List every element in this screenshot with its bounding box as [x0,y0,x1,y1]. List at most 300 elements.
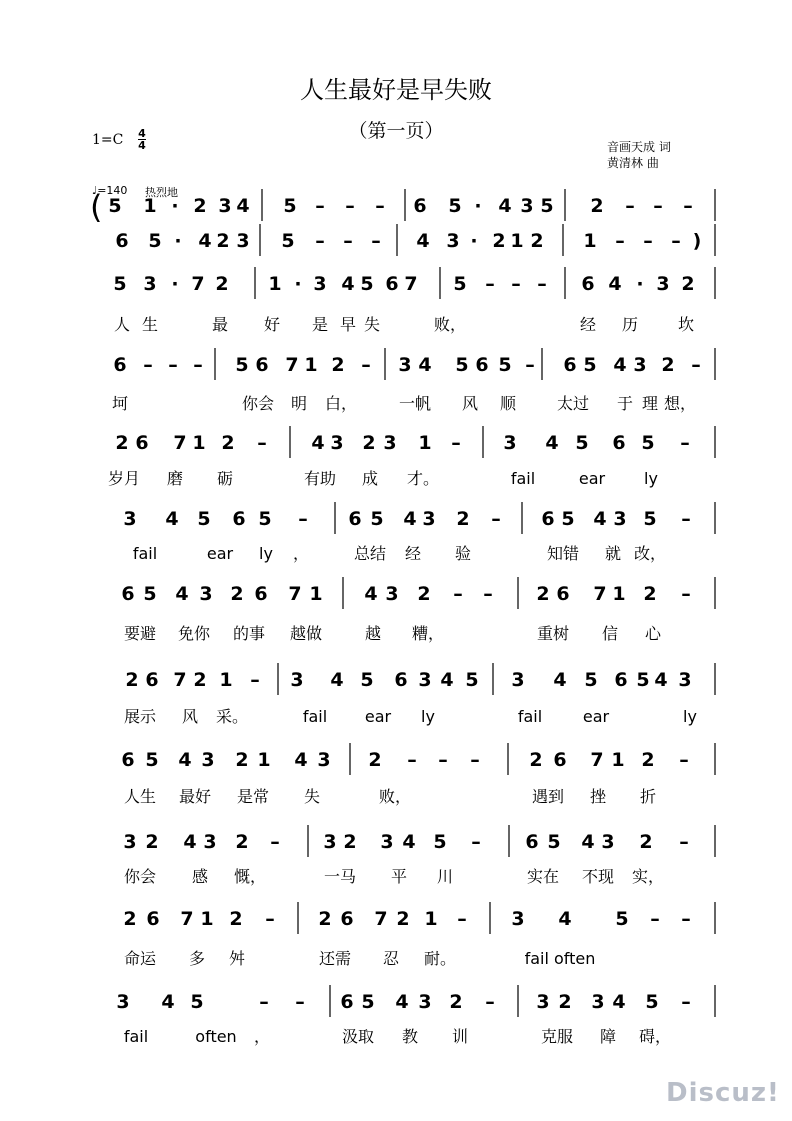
lyric-text: 展示 [123,707,157,726]
score-note: 5 [433,831,447,853]
score-note: 3 [313,273,327,295]
score-note: 5 [641,432,655,454]
score-note: 6 [121,583,135,605]
lyric-text: 最 [211,315,229,334]
score-note: 3 [236,230,250,252]
score-note: 3 [511,669,525,691]
lyric-text: 白， [324,394,358,413]
lyric-text: 最好 [178,787,212,806]
score-note: ) [692,230,702,252]
score-note: · [174,230,182,252]
score-note: 1 [309,583,323,605]
lyric-text: 克服 [540,1027,574,1046]
score-note: 5 [645,991,659,1013]
score-note: 5 [281,230,295,252]
lyric-text: 采。 [215,707,249,726]
lyric-text: 免你 [177,624,211,643]
lyric-text: 人生 [123,787,157,806]
score-note: 4 [558,908,572,930]
lyric-text: 碍， [638,1027,672,1046]
score-note: 5 [145,749,159,771]
score-note: 6 [135,432,149,454]
score-note: 3 [218,195,232,217]
score-note: 2 [639,831,653,853]
score-note: 7 [404,273,418,295]
lyric-text: 明 [290,394,308,413]
lyric-text: 不现 [581,867,615,886]
score-note: – [681,908,691,930]
lyric-text: 慨， [233,867,267,886]
score-note: 3 [511,908,525,930]
score-note: 4 [183,831,197,853]
score-note: 4 [161,991,175,1013]
lyric-text: fail [302,707,328,726]
score-note: 6 [255,354,269,376]
score-note: – [691,354,701,376]
score-note: 5 [584,669,598,691]
lyric-text: 岁月 [107,469,141,488]
lyric-text: 一马 [323,867,357,886]
time-signature-top: 4 [138,127,146,140]
score-note: · [636,273,644,295]
score-note: 5 [455,354,469,376]
lyric-text: 经 [579,315,597,334]
lyric-text: 挫 [589,787,607,806]
lyric-text: 感 [191,867,209,886]
score-note: – [615,230,625,252]
lyric-text: fail [510,469,536,488]
lyric-text: 多 [188,949,206,968]
score-note: 3 [203,831,217,853]
lyric-text: 失 [303,787,321,806]
score-note: 3 [656,273,670,295]
lyric-text: ear [578,469,606,488]
score-note: 6 [394,669,408,691]
score-note: 3 [601,831,615,853]
score-note: 2 [681,273,695,295]
score-note: – [491,508,501,530]
score-note: – [250,669,260,691]
lyric-text: 你会 [123,867,157,886]
lyric-text: ear [206,544,234,563]
score-note: 1 [424,908,438,930]
score-note: · [470,230,478,252]
score-note: 7 [374,908,388,930]
score-note: 7 [288,583,302,605]
score-note: 5 [498,354,512,376]
score-note: 6 [340,991,354,1013]
score-note: – [681,991,691,1013]
score-note: 6 [563,354,577,376]
score-note: 5 [283,195,297,217]
score-note: 2 [229,908,243,930]
score-note: 4 [403,508,417,530]
lyricist-credit: 音画天成 词 [607,140,671,154]
score-note: 2 [125,669,139,691]
score-note: 6 [115,230,129,252]
score-note: 7 [180,908,194,930]
score-note: – [371,230,381,252]
score-note: 3 [199,583,213,605]
score-note: – [485,991,495,1013]
score-note: 2 [492,230,506,252]
lyric-text: 成 [361,469,379,488]
score-note: 2 [235,749,249,771]
lyric-text: 坎 [677,315,695,334]
score-note: 3 [143,273,157,295]
score-note: 3 [201,749,215,771]
score-note: 4 [402,831,416,853]
lyric-text: ly [259,544,273,563]
score-note: – [143,354,153,376]
score-note: 3 [418,991,432,1013]
score-note: 7 [590,749,604,771]
score-note: 2 [123,908,137,930]
score-note: 1 [583,230,597,252]
lyric-text: 信 [601,624,619,643]
score-note: 7 [173,669,187,691]
score-note: 7 [593,583,607,605]
lyric-text: 遇到 [531,787,565,806]
lyric-text: 还需 [318,949,352,968]
score-note: 4 [416,230,430,252]
score-note: – [438,749,448,771]
score-note: 4 [330,669,344,691]
score-note: 6 [614,669,628,691]
score-note: 6 [612,432,626,454]
score-note: 2 [456,508,470,530]
score-note: 3 [422,508,436,530]
score-note: 6 [541,508,555,530]
score-note: 1 [510,230,524,252]
lyric-text: 要避 [123,624,157,643]
score-note: – [265,908,275,930]
score-note: 3 [418,669,432,691]
lyric-text: 耐。 [423,949,457,968]
score-note: 4 [612,991,626,1013]
score-note: 2 [235,831,249,853]
score-note: 4 [613,354,627,376]
score-note: 1 [611,749,625,771]
lyric-text: ear [582,707,610,726]
score-note: 2 [362,432,376,454]
score-note: 3 [317,749,331,771]
score-note: – [168,354,178,376]
score-note: · [171,195,179,217]
score-note: 6 [254,583,268,605]
score-note: 3 [520,195,534,217]
score-note: 3 [330,432,344,454]
lyric-text: 太过 [556,394,590,413]
score-note: 2 [529,749,543,771]
lyric-text: 知错 [546,544,580,563]
lyric-text: 一帆 [398,394,432,413]
score-note: 2 [641,749,655,771]
lyric-text: 理 [641,394,659,413]
score-note: · [474,195,482,217]
lyric-text: 汲取 [341,1027,375,1046]
score-note: 5 [643,508,657,530]
score-note: 3 [323,831,337,853]
score-note: 4 [418,354,432,376]
lyric-text: 重树 [536,624,570,643]
score-note: 6 [113,354,127,376]
lyric-text: 教 [401,1027,419,1046]
lyric-text: 心 [644,624,662,643]
score-note: 5 [615,908,629,930]
score-note: 4 [498,195,512,217]
page-label: （第一页） [348,120,444,142]
time-signature-bottom: 4 [138,139,146,152]
score-note: – [295,991,305,1013]
score-note: 7 [173,432,187,454]
score-note: 5 [108,195,122,217]
lyric-text: 越做 [289,624,323,643]
score-note: – [259,991,269,1013]
score-note: 3 [116,991,130,1013]
lyric-text: 就 [604,544,622,563]
score-note: 7 [191,273,205,295]
score-note: 4 [294,749,308,771]
lyric-text: 舛 [228,949,246,968]
score-note: 2 [193,669,207,691]
score-note: 5 [540,195,554,217]
score-note: 6 [553,749,567,771]
score-note: – [315,195,325,217]
score-note: – [361,354,371,376]
score-note: 3 [383,432,397,454]
lyric-text: 糟， [411,624,445,643]
lyric-text: fail [123,1027,149,1046]
score-note: – [257,432,267,454]
lyric-text: ly [644,469,658,488]
score-note: 4 [311,432,325,454]
score-note: 2 [661,354,675,376]
score-note: 3 [633,354,647,376]
score-note: 7 [285,354,299,376]
score-note: – [643,230,653,252]
score-note: 6 [413,195,427,217]
score-note: 6 [145,669,159,691]
lyric-text: ， [292,544,310,563]
score-note: – [671,230,681,252]
key-signature: 1=C [92,132,124,148]
lyric-text: 想， [663,394,697,413]
score-note: 6 [385,273,399,295]
score-note: 2 [230,583,244,605]
lyric-text: 训 [451,1027,469,1046]
score-note: 5 [583,354,597,376]
score-note: – [680,432,690,454]
discuz-watermark: Discuz! [666,1078,780,1108]
score-note: 1 [304,354,318,376]
lyric-text: 人 [113,315,131,334]
score-note: · [294,273,302,295]
score-note: – [681,508,691,530]
score-note: 2 [536,583,550,605]
score-note: 2 [530,230,544,252]
score-note: 6 [232,508,246,530]
score-note: 1 [219,669,233,691]
lyric-text: 的事 [232,624,266,643]
song-title: 人生最好是早失败 [300,76,492,104]
score-note: 2 [396,908,410,930]
score-note: 2 [216,230,230,252]
score-note: 3 [503,432,517,454]
score-note: 2 [368,749,382,771]
lyric-text: often [195,1027,237,1046]
lyric-text: 障 [599,1027,617,1046]
score-note: 5 [561,508,575,530]
score-note: – [483,583,493,605]
score-note: 4 [581,831,595,853]
score-note: 3 [446,230,460,252]
score-note: – [485,273,495,295]
score-note: 4 [553,669,567,691]
score-note: 1 [612,583,626,605]
score-note: 2 [215,273,229,295]
score-note: 1 [192,432,206,454]
score-note: – [315,230,325,252]
score-note: 4 [165,508,179,530]
score-note: – [457,908,467,930]
lyric-text: 好 [263,315,281,334]
score-note: – [650,908,660,930]
lyric-text: fail often [524,949,596,968]
score-note: 6 [475,354,489,376]
score-note: 5 [148,230,162,252]
score-note: 3 [591,991,605,1013]
lyric-text: 实， [631,867,665,886]
score-note: 1 [257,749,271,771]
lyric-text: 实在 [526,867,560,886]
score-note: 2 [193,195,207,217]
lyric-text: 改， [633,544,667,563]
score-note: 5 [547,831,561,853]
lyric-text: 是常 [236,787,270,806]
lyric-text: 是 [311,315,329,334]
score-note: 4 [395,991,409,1013]
score-note: 5 [575,432,589,454]
score-note: 6 [340,908,354,930]
score-note: – [511,273,521,295]
score-note: 5 [143,583,157,605]
score-note: 2 [590,195,604,217]
score-note: 5 [448,195,462,217]
score-note: – [193,354,203,376]
score-note: 4 [198,230,212,252]
lyric-text: 生 [141,315,159,334]
lyric-text: 磨 [166,469,184,488]
score-note: 3 [123,831,137,853]
score-note: 2 [318,908,332,930]
lyric-text: 风 [461,394,479,413]
score-note: 3 [380,831,394,853]
score-note: 4 [440,669,454,691]
score-note: 2 [145,831,159,853]
score-note: 4 [341,273,355,295]
lyric-text: 坷 [111,394,129,413]
lyric-text: 有助 [303,469,337,488]
lyric-text: 总结 [353,544,387,563]
score-note: 3 [678,669,692,691]
score-note: – [470,749,480,771]
score-note: 4 [178,749,192,771]
lyric-text: 你会 [241,394,275,413]
score-note: 5 [235,354,249,376]
score-note: 4 [364,583,378,605]
score-note: 2 [221,432,235,454]
score-note: 6 [581,273,595,295]
lyric-text: 顺 [499,394,517,413]
composer-credit: 黄清林 曲 [607,156,659,170]
score-note: 2 [643,583,657,605]
lyric-text: 早 [339,315,357,334]
score-note: 5 [190,991,204,1013]
lyric-text: ly [683,707,697,726]
score-note: 6 [348,508,362,530]
score-note: – [679,831,689,853]
score-note: 3 [385,583,399,605]
score-note: 6 [121,749,135,771]
score-note: 5 [453,273,467,295]
score-note: – [375,195,385,217]
lyric-text: 忍 [382,949,400,968]
lyric-text: 历 [621,315,639,334]
score-note: 1 [143,195,157,217]
repeat-bracket: ( [90,188,103,226]
lyric-text: 越 [364,624,382,643]
score-note: – [453,583,463,605]
score-note: – [625,195,635,217]
score-note: 4 [545,432,559,454]
lyric-text: fail [132,544,158,563]
lyric-text: 折 [639,787,657,806]
score-note: 5 [113,273,127,295]
score-note: 6 [556,583,570,605]
lyric-text: ， [253,1027,271,1046]
score-note: 2 [115,432,129,454]
score-note: – [451,432,461,454]
lyric-text: 于 [616,394,634,413]
score-note: 2 [417,583,431,605]
score-note: 5 [636,669,650,691]
score-note: – [681,583,691,605]
score-note: 4 [593,508,607,530]
score-note: 6 [525,831,539,853]
score-note: 2 [343,831,357,853]
lyric-text: 经 [404,544,422,563]
score-note: 3 [536,991,550,1013]
score-note: 5 [360,273,374,295]
score-note: 3 [613,508,627,530]
score-note: 4 [175,583,189,605]
score-note: 5 [258,508,272,530]
score-note: – [525,354,535,376]
lyric-text: 风 [181,707,199,726]
score-note: – [407,749,417,771]
lyric-text: ly [421,707,435,726]
lyric-text: 败， [433,315,467,334]
lyric-text: 砺 [216,469,234,488]
lyric-text: fail [517,707,543,726]
lyric-text: 才。 [406,469,440,488]
score-note: – [270,831,280,853]
score-note: 1 [200,908,214,930]
score-note: – [679,749,689,771]
score-note: 3 [398,354,412,376]
score-note: 1 [418,432,432,454]
